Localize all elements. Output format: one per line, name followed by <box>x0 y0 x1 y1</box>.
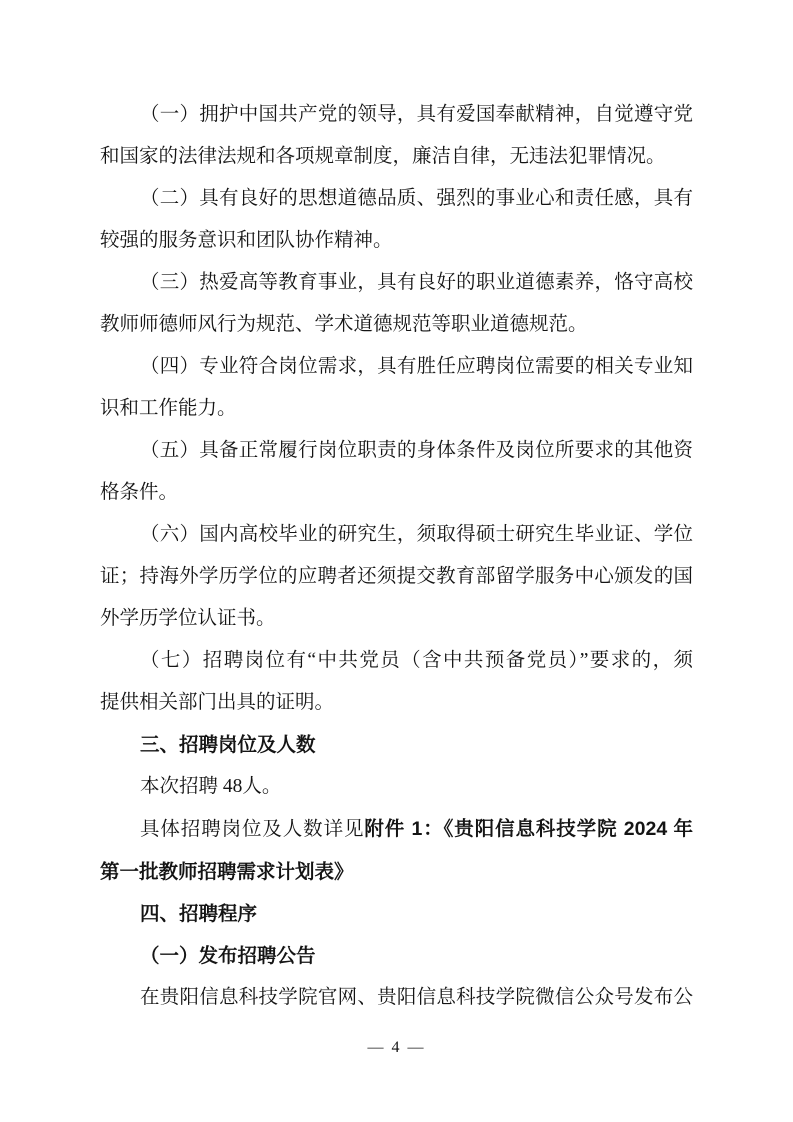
text-line: （三）热爱高等教育事业，具有良好的职业道德素养，恪守高校 <box>140 272 693 293</box>
text-line: 本次招聘 48人。 <box>140 776 282 797</box>
text-line: （一）拥护中国共产党的领导，具有爱国奉献精神，自觉遵守党 <box>140 104 693 125</box>
bold-text-run: 附件 1：《贵阳信息科技学院 2024 年 <box>364 818 693 840</box>
text-line: 外学历学位认证书。 <box>100 608 276 629</box>
text-line: 证；持海外学历学位的应聘者还须提交教育部留学服务中心颁发的国 <box>100 566 693 587</box>
text-line: 提供相关部门出具的证明。 <box>100 692 335 713</box>
text-line: 较强的服务意识和团队协作精神。 <box>100 230 393 251</box>
bold-text-line: 第一批教师招聘需求计划表》 <box>100 861 354 883</box>
text-line: 教师师德师风行为规范、学术道德规范等职业道德规范。 <box>100 314 588 335</box>
text-line: 在贵阳信息科技学院官网、贵阳信息科技学院微信公众号发布公 <box>140 987 693 1008</box>
text-line: （七）招聘岗位有“中共党员（含中共预备党员）”要求的，须 <box>140 650 693 671</box>
section-heading: 三、招聘岗位及人数 <box>140 734 316 756</box>
text-line: （五）具备正常履行岗位职责的身体条件及岗位所要求的其他资 <box>140 440 693 461</box>
text-line: 和国家的法律法规和各项规章制度，廉洁自律，无违法犯罪情况。 <box>100 146 666 167</box>
text-line: （二）具有良好的思想道德品质、强烈的事业心和责任感，具有 <box>140 188 693 209</box>
text-line: 识和工作能力。 <box>100 398 237 419</box>
text-line: （四）专业符合岗位需求，具有胜任应聘岗位需要的相关专业知 <box>140 356 693 377</box>
document-body <box>100 94 693 1019</box>
section-heading: 四、招聘程序 <box>140 903 258 925</box>
text-line: 格条件。 <box>100 482 179 503</box>
text-run: 具体招聘岗位及人数详见 <box>140 819 365 840</box>
page-number: — 4 — <box>367 1039 426 1056</box>
text-line: （六）国内高校毕业的研究生，须取得硕士研究生毕业证、学位 <box>140 524 693 545</box>
text-line <box>100 808 693 851</box>
subsection-heading: （一）发布招聘公告 <box>140 945 316 967</box>
